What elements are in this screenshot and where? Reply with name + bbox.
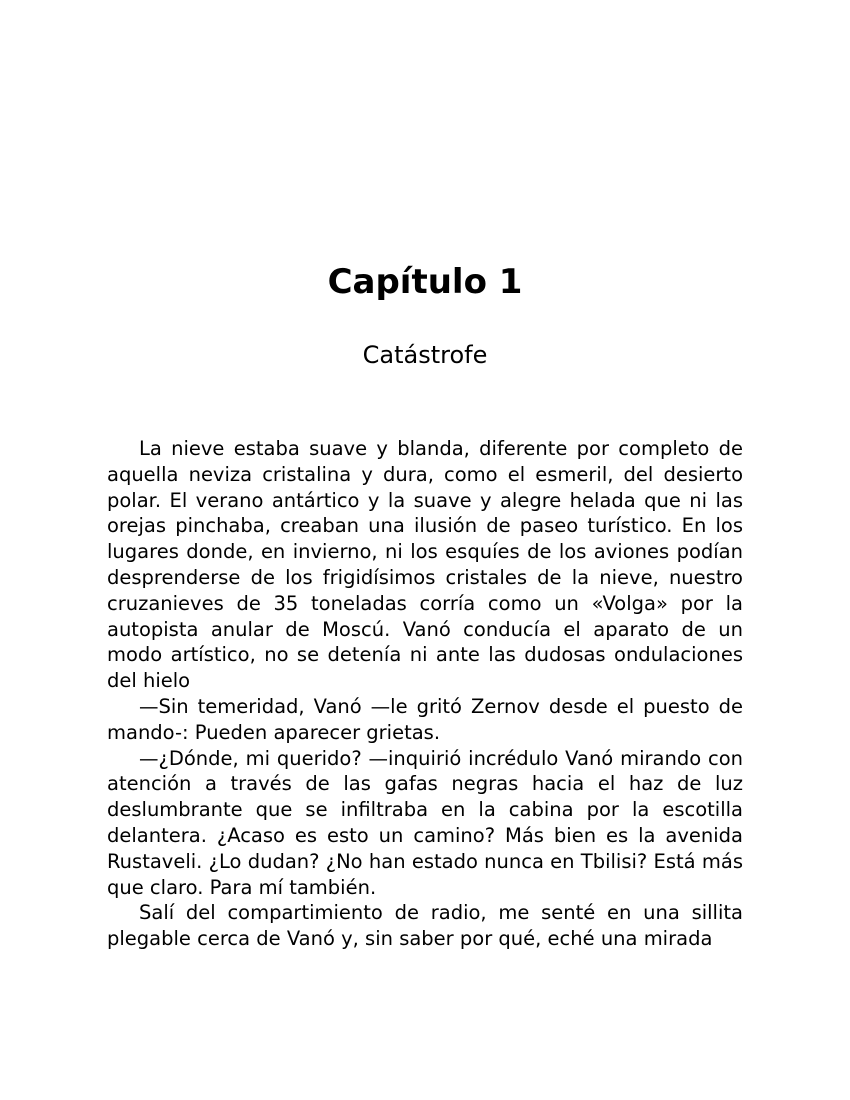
paragraph: La nieve estaba suave y blanda, diferente por completo de aquella neviza cristalina y dura, como el esmeril, del desierto polar. El verano antártico y la suave y alegre helada que ni las orejas pinchaba, creaban una ilusión de paseo turístico. En los lugares donde, en invierno, ni los esquíes de los aviones podían desprenderse de los frigidísimos cristales de la nieve, nuestro cruzanieves de 35 toneladas corría como un «Volga» por la autopista anular de Moscú. Vanó conducía el aparato de un modo artístico, no se detenía ni ante las dudosas ondulaciones del hielo [107, 437, 743, 693]
paragraph: —¿Dónde, mi querido? —inquirió incrédulo Vanó mirando con atención a través de las gafas negras hacia el haz de luz deslumbrante que se infiltraba en la cabina por la escotilla delantera. ¿Acaso es esto un camino? Más bien es la avenida Rustaveli. ¿Lo dudan? ¿No han estado nunca en Tbilisi? Está más que claro. Para mí también. [107, 746, 743, 899]
chapter-body [107, 436, 743, 952]
chapter-title: Capítulo 1 [327, 262, 523, 302]
chapter-subtitle: Catástrofe [362, 341, 488, 369]
paragraph: —Sin temeridad, Vanó —le gritó Zernov desde el puesto de mando-: Pueden aparecer grietas. [107, 694, 743, 744]
paragraph: Salí del compartimiento de radio, me senté en una sillita plegable cerca de Vanó y, sin saber por qué, eché una mirada [107, 901, 743, 951]
